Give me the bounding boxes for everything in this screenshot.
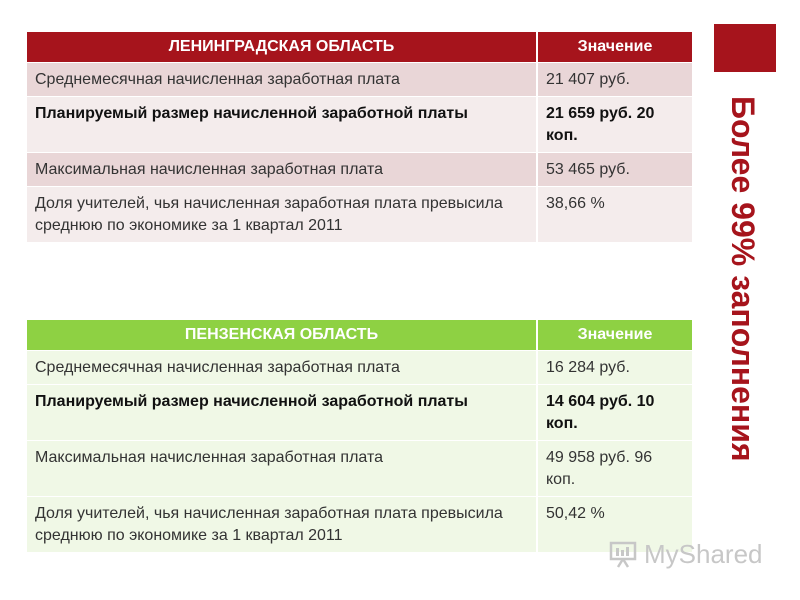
- side-caption: Более 99% заполнения: [725, 96, 761, 462]
- row-label: Максимальная начисленная заработная плата: [27, 153, 537, 187]
- table-header-row: [27, 320, 692, 351]
- row-value: 14 604 руб. 10 коп.: [537, 385, 692, 441]
- row-value: 21 659 руб. 20 коп.: [537, 97, 692, 153]
- table-row: [27, 351, 692, 385]
- row-label: Максимальная начисленная заработная плата: [27, 441, 537, 497]
- table-row: [27, 497, 692, 553]
- accent-box: [714, 24, 776, 72]
- presentation-board-icon: [608, 540, 638, 568]
- table-row: [27, 63, 692, 97]
- row-label: Среднемесячная начисленная заработная плата: [27, 351, 537, 385]
- penza-table: [27, 320, 692, 553]
- row-value: 49 958 руб. 96 коп.: [537, 441, 692, 497]
- table-row: [27, 441, 692, 497]
- table-row: [27, 153, 692, 187]
- row-label: Среднемесячная начисленная заработная плата: [27, 63, 537, 97]
- column-header-value: Значение: [537, 32, 692, 63]
- row-value: 50,42 %: [537, 497, 692, 553]
- column-header-region: ЛЕНИНГРАДСКАЯ ОБЛАСТЬ: [27, 32, 537, 63]
- row-label: Планируемый размер начисленной заработной платы: [27, 385, 537, 441]
- row-value: 21 407 руб.: [537, 63, 692, 97]
- row-label: Планируемый размер начисленной заработной платы: [27, 97, 537, 153]
- watermark-text: MyShared: [644, 538, 763, 569]
- column-header-value: Значение: [537, 320, 692, 351]
- row-label: Доля учителей, чья начисленная заработная плата превысила среднюю по экономике за 1 квартал 2011: [27, 497, 537, 553]
- row-value: 38,66 %: [537, 187, 692, 243]
- table-row: [27, 385, 692, 441]
- row-value: 53 465 руб.: [537, 153, 692, 187]
- leningrad-table: [27, 32, 692, 243]
- table-row: [27, 97, 692, 153]
- row-label: Доля учителей, чья начисленная заработная плата превысила среднюю по экономике за 1 квартал 2011: [27, 187, 537, 243]
- table-row: [27, 187, 692, 243]
- column-header-region: ПЕНЗЕНСКАЯ ОБЛАСТЬ: [27, 320, 537, 351]
- row-value: 16 284 руб.: [537, 351, 692, 385]
- table-header-row: [27, 32, 692, 63]
- watermark: [608, 537, 763, 571]
